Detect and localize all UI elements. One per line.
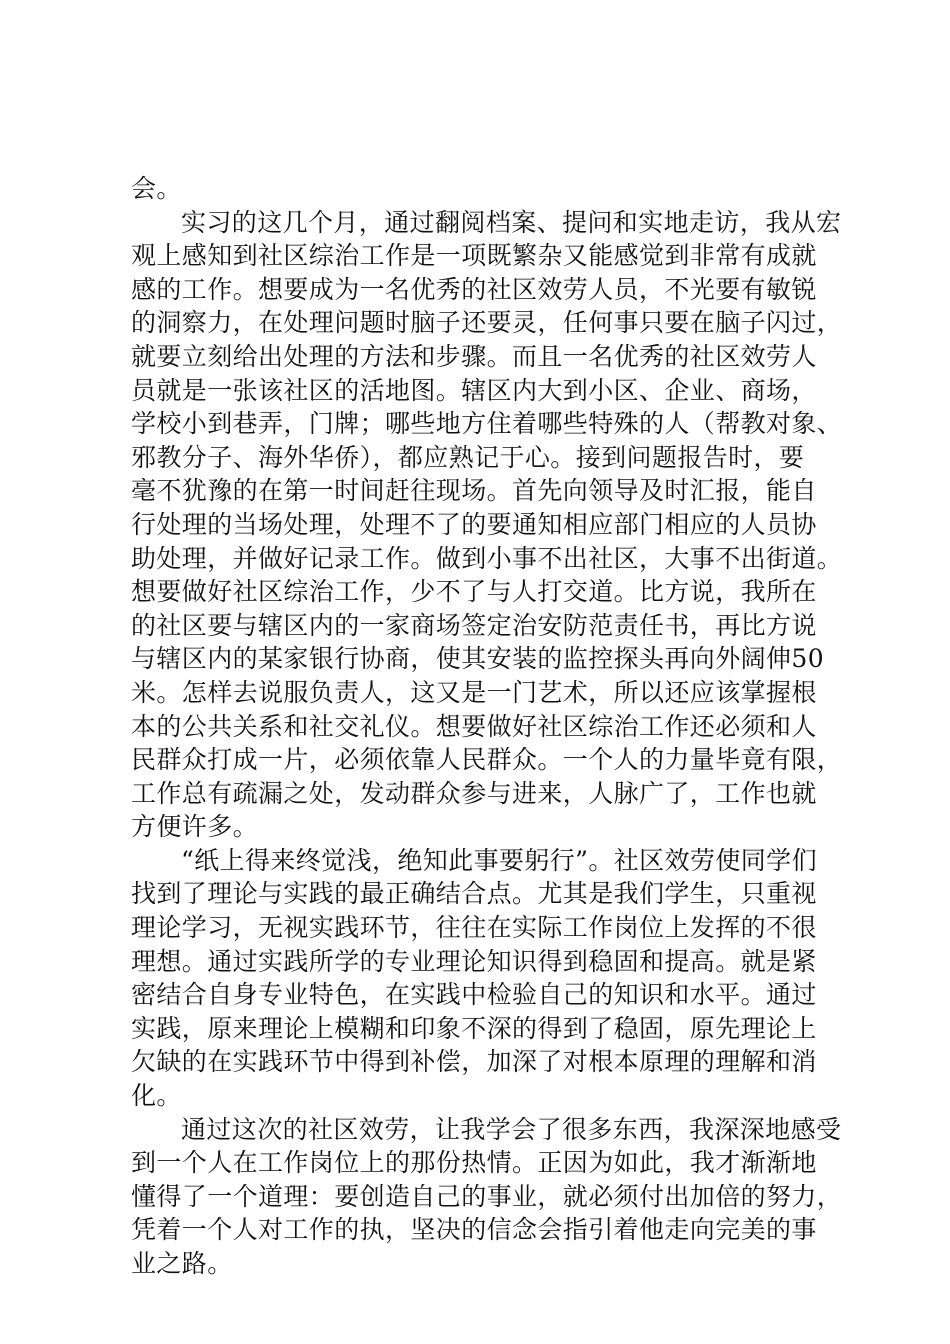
text-line: 本的公共关系和社交礼仪。想要做好社区综治工作还必须和人	[131, 711, 817, 741]
paragraph-start-line: 实习的这几个月，通过翻阅档案、提问和实地走访，我从宏	[181, 207, 842, 237]
text-line: 观上感知到社区综治工作是一项既繁杂又能感觉到非常有成就	[131, 241, 817, 271]
text-line: 邪教分子、海外华侨），都应熟记于心。接到问题报告时，要	[131, 442, 805, 472]
text-line: 方便许多。	[131, 812, 259, 842]
text-line: 实践，原来理论上模糊和印象不深的得到了稳固，原先理论上	[131, 1013, 817, 1043]
text-line: 米。怎样去说服负责人，这又是一门艺术，所以还应该掌握根	[131, 677, 817, 707]
paragraph-start-line: “纸上得来终觉浅，绝知此事要躬行”。社区效劳使同学们	[181, 845, 817, 875]
body-text	[131, 172, 851, 1281]
text-line: 感的工作。想要成为一名优秀的社区效劳人员，不光要有敏锐	[131, 274, 817, 304]
text-line: 的洞察力，在处理问题时脑子还要灵，任何事只要在脑子闪过，	[131, 308, 843, 338]
text-line: 就要立刻给出处理的方法和步骤。而且一名优秀的社区效劳人	[131, 341, 817, 371]
text-line: 员就是一张该社区的活地图。辖区内大到小区、企业、商场，	[131, 375, 817, 405]
text-line: 想要做好社区综治工作，少不了与人打交道。比方说，我所在	[131, 577, 817, 607]
text-line: 会。	[131, 174, 182, 203]
text-line: 理想。通过实践所学的专业理论知识得到稳固和提高。就是紧	[131, 946, 817, 976]
text-line: 与辖区内的某家银行协商，使其安装的监控探头再向外阔伸50	[131, 644, 825, 674]
text-line: 找到了理论与实践的最正确结合点。尤其是我们学生，只重视	[131, 879, 817, 909]
text-line: 凭着一个人对工作的执，坚决的信念会指引着他走向完美的事	[131, 1215, 817, 1245]
text-line: 民群众打成一片，必须依靠人民群众。一个人的力量毕竟有限，	[131, 745, 843, 775]
text-line: 密结合自身专业特色，在实践中检验自己的知识和水平。通过	[131, 980, 817, 1010]
text-line: 业之路。	[131, 1249, 233, 1278]
text-line: 毫不犹豫的在第一时间赶往现场。首先向领导及时汇报，能自	[131, 476, 817, 506]
text-line: 到一个人在工作岗位上的那份热情。正因为如此，我才渐渐地	[131, 1148, 817, 1178]
paragraph-start-line: 通过这次的社区效劳，让我学会了很多东西，我深深地感受	[181, 1114, 842, 1144]
text-line: 助处理，并做好记录工作。做到小事不出社区，大事不出街道。	[131, 543, 843, 573]
text-line: 学校小到巷弄，门牌；哪些地方住着哪些特殊的人（帮教对象、	[131, 409, 843, 439]
text-line: 行处理的当场处理，处理不了的要通知相应部门相应的人员协	[131, 509, 817, 539]
text-line: 化。	[131, 1081, 182, 1111]
text-line: 的社区要与辖区内的一家商场签定治安防范责任书，再比方说	[131, 610, 817, 640]
text-line: 理论学习，无视实践环节，往往在实际工作岗位上发挥的不很	[131, 913, 817, 943]
text-line: 工作总有疏漏之处，发动群众参与进来，人脉广了，工作也就	[131, 778, 817, 808]
text-line: 懂得了一个道理：要创造自己的事业，就必须付出加倍的努力，	[131, 1181, 843, 1211]
text-line: 欠缺的在实践环节中得到补偿，加深了对根本原理的理解和消	[131, 1047, 817, 1077]
